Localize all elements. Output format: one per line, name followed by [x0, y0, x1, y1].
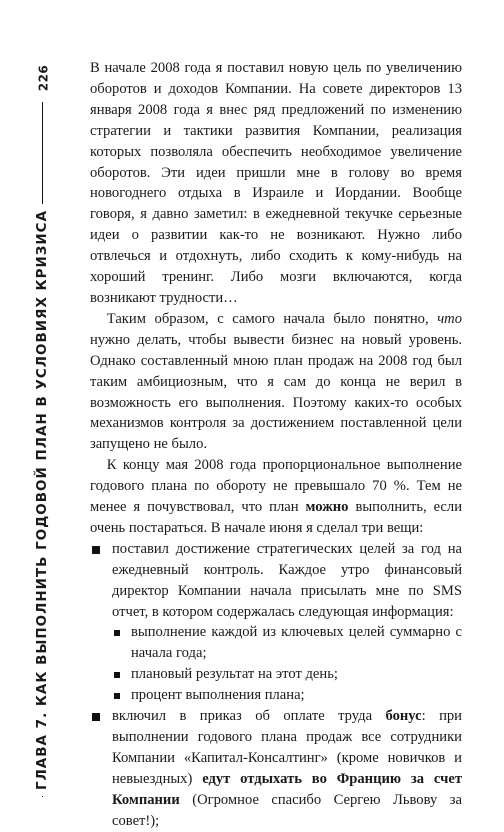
page-number — [30, 62, 56, 94]
bullet-item-daily-control: поставил достижение стратегических целей за год на ежедневный контроль. Каждое утро финансовый директор Компании начала присылать мне по SMS отчет, в котором содержалась следующая информация: выполнение каждой из ключевых целей суммарно с начала года; плановый результат на этот день; процент выполнения плана; — [90, 539, 462, 706]
bullet-list — [90, 539, 462, 832]
bold-bonus: бонус — [385, 708, 422, 725]
chapter-title-text: ГЛАВА 7. КАК ВЫПОЛНИТЬ ГОДОВОЙ ПЛАН В УСЛОВИЯХ КРИЗИСА — [34, 204, 50, 796]
paragraph-3: К концу мая 2008 года пропорциональное выполнение годового плана по обороту не превышало 70 %. Тем не менее я почувствовал, что план можно выполнить, если очень постараться. В начале июня я сделал три вещи: — [90, 457, 462, 536]
bullet-item-bonus: включил в приказ об оплате труда бонус: при выполнении годового плана продаж все сотрудники Компании «Капитал-Консалтинг» (кроме новичков и невыездных) едут отдыхать во Францию за счет Компании (Огромное спасибо Сергею Львову за совет!); — [90, 706, 462, 831]
page-number-text: 226 — [36, 64, 50, 92]
emphasis-what: что — [437, 310, 462, 327]
bold-france-trip: едут отдыхать во Францию за счет Компании — [112, 770, 462, 808]
sub-bullet-item: плановый результат на этот день; — [112, 664, 462, 685]
sub-bullet-item: выполнение каждой из ключевых целей суммарно с начала года; — [112, 622, 462, 664]
paragraph-1: В начале 2008 года я поставил новую цель по увеличению оборотов и доходов Компании. На совете директоров 13 января 2008 года я внес ряд предложений по изменению стратегии и тактики развития Компании, реализация которых позволяла обеспечить необходимое увеличение оборотов. Эти идеи пришли мне в голову во время новогоднего отдыха в Израиле и Иордании. Вообще говоря, я давно заметил: в ежедневной текучке серьезные идеи о развитии как-то не возникают. Нужно либо отвлечься и отдохнуть, либо сходить к кому-нибудь на хороший тренинг. Либо мозги включаются, когда возникают трудности… — [90, 60, 462, 306]
page-body — [90, 58, 462, 832]
bold-can: можно — [305, 499, 349, 516]
chapter-title — [29, 200, 55, 800]
paragraph-2: Таким образом, с самого начала было понятно, что нужно делать, чтобы вывести бизнес на новый уровень. Однако составленный мною план продаж на 2008 год был таким амбициозным, что я сам до конца не верил в возможность его выполнения. Поэтому каких-то особых механизмов контроля за достижением поставленной цели запущено не было. — [90, 310, 462, 453]
sub-bullet-item: процент выполнения плана; — [112, 685, 462, 706]
sub-bullet-list — [112, 622, 462, 706]
